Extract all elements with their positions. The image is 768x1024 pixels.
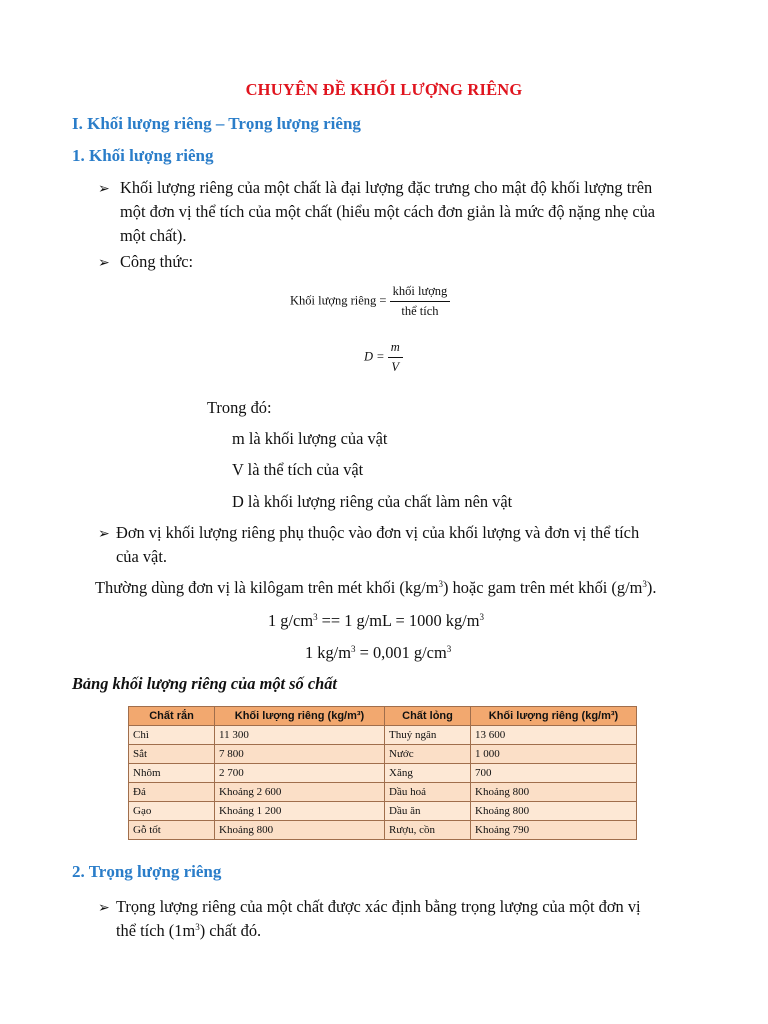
table-cell: Nhôm — [129, 764, 215, 783]
table-cell: Thuỷ ngân — [385, 726, 471, 745]
formula-numerator: m — [388, 340, 403, 358]
bullet-line: một chất). — [120, 226, 187, 245]
arrowhead-bullet-icon: ➢ — [98, 182, 110, 197]
table-cell: Nước — [385, 745, 471, 764]
formula-denominator: V — [391, 360, 400, 374]
conversion-line-2 — [305, 641, 451, 665]
conversion-text: = 0,001 g/cm — [355, 643, 447, 662]
table-row — [129, 821, 637, 840]
where-d: D là khối lượng riêng của chất làm nên vật — [232, 492, 513, 511]
superscript: 3 — [446, 644, 452, 654]
table-header-cell: Khối lượng riêng (kg/m³) — [215, 707, 385, 726]
formula-lhs: Khối lượng riêng = — [290, 293, 387, 308]
bullet-text: thể tích (1m — [116, 921, 196, 940]
conversion-line-1 — [268, 609, 484, 633]
conversion-text: 1 g/cm — [268, 611, 314, 630]
table-cell: Chì — [129, 726, 215, 745]
conversion-text: 1 kg/m — [305, 643, 351, 662]
bullet-formula-label: Công thức: — [120, 252, 194, 271]
table-cell: 700 — [471, 764, 637, 783]
formula-numerator: khối lượng — [390, 284, 451, 302]
arrowhead-bullet-icon: ➢ — [98, 256, 110, 271]
table-row — [129, 726, 637, 745]
bullet-line — [116, 919, 696, 943]
table-cell: 13 600 — [471, 726, 637, 745]
superscript: 3 — [313, 612, 318, 622]
formula-fraction — [388, 340, 403, 375]
where-v: V là thể tích của vật — [232, 460, 364, 479]
bullet-line: Khối lượng riêng của một chất là đại lượng đặc trưng cho mật độ khối lượng trên — [120, 178, 653, 197]
conversion-text: == 1 g/mL = 1000 kg/m — [317, 611, 480, 630]
section-heading: I. Khối lượng riêng – Trọng lượng riêng — [72, 114, 361, 133]
superscript: 3 — [195, 922, 200, 932]
document-title: CHUYÊN ĐỀ KHỐI LƯỢNG RIÊNG — [245, 80, 523, 99]
formula-lhs: D = — [364, 349, 385, 364]
table-row — [129, 745, 637, 764]
table-row — [129, 764, 637, 783]
table-cell: Khoảng 800 — [215, 821, 385, 840]
table-row — [129, 783, 637, 802]
table-cell: Khoảng 790 — [471, 821, 637, 840]
where-label: Trong đó: — [207, 398, 272, 417]
formula-fraction — [390, 284, 451, 319]
superscript: 3 — [479, 612, 484, 622]
table-cell: Dầu ăn — [385, 802, 471, 821]
table-header-cell: Khối lượng riêng (kg/m³) — [471, 707, 637, 726]
arrowhead-bullet-icon: ➢ — [98, 527, 110, 542]
table-cell: Khoảng 1 200 — [215, 802, 385, 821]
table-header-cell: Chất rắn — [129, 707, 215, 726]
superscript: 3 — [642, 579, 647, 589]
formula-denominator: thể tích — [401, 304, 439, 318]
table-cell: Gạo — [129, 802, 215, 821]
table-cell: 1 000 — [471, 745, 637, 764]
word-formula — [290, 284, 450, 319]
subsection-heading-weight: 2. Trọng lượng riêng — [72, 862, 222, 881]
bullet-line: của vật. — [116, 547, 167, 566]
table-cell: Rượu, cồn — [385, 821, 471, 840]
table-cell: Xăng — [385, 764, 471, 783]
units-text: ) hoặc gam trên mét khối (g/m — [443, 578, 643, 597]
table-cell: Gỗ tốt — [129, 821, 215, 840]
superscript: 3 — [351, 644, 356, 654]
table-header-cell: Chất lỏng — [385, 707, 471, 726]
superscript: 3 — [438, 579, 444, 589]
table-cell: 11 300 — [215, 726, 385, 745]
units-text: Thường dùng đơn vị là kilôgam trên mét khối (kg/m — [95, 578, 439, 597]
units-paragraph — [95, 576, 656, 600]
bullet-line: Trọng lượng riêng của một chất được xác định bằng trọng lượng của một đơn vị — [116, 897, 641, 916]
table-cell: 7 800 — [215, 745, 385, 764]
density-table — [128, 706, 637, 840]
units-text: ). — [646, 578, 657, 597]
bullet-line: Đơn vị khối lượng riêng phụ thuộc vào đơn vị của khối lượng và đơn vị thể tích — [116, 523, 640, 542]
table-caption: Bảng khối lượng riêng của một số chất — [72, 674, 337, 693]
symbol-formula — [364, 340, 403, 375]
table-cell: Khoảng 800 — [471, 802, 637, 821]
table-cell: Dầu hoả — [385, 783, 471, 802]
density-table-wrapper — [128, 706, 637, 840]
subsection-heading-density: 1. Khối lượng riêng — [72, 146, 214, 165]
bullet-definition — [120, 176, 696, 248]
where-m: m là khối lượng của vật — [232, 429, 388, 448]
table-cell: Sắt — [129, 745, 215, 764]
table-cell: Đá — [129, 783, 215, 802]
table-header-row — [129, 707, 637, 726]
table-cell: Khoảng 800 — [471, 783, 637, 802]
table-cell: 2 700 — [215, 764, 385, 783]
bullet-line: một đơn vị thể tích của một chất (hiểu một cách đơn giản là mức độ nặng nhẹ của — [120, 202, 656, 221]
table-cell: Khoảng 2 600 — [215, 783, 385, 802]
table-row — [129, 802, 637, 821]
bullet-specific-weight — [116, 895, 696, 943]
arrowhead-bullet-icon: ➢ — [98, 901, 110, 916]
bullet-units — [116, 521, 696, 569]
bullet-text: ) chất đó. — [199, 921, 262, 940]
